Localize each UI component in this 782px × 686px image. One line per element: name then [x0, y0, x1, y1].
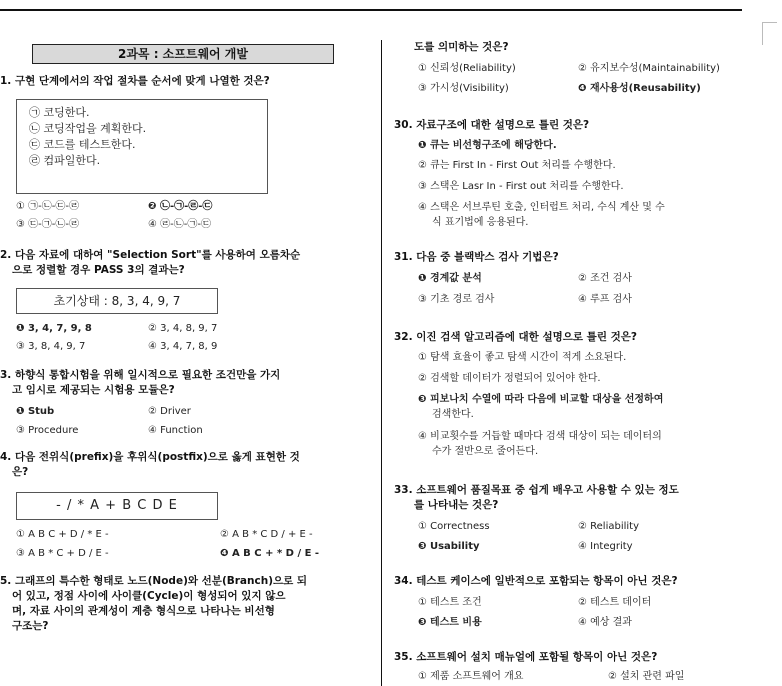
q33-option-3[interactable]: ❸ Usability: [418, 541, 480, 552]
q21-step-1: ㉠ 코딩한다.: [29, 106, 90, 119]
q35-option-2[interactable]: ② 설치 관련 파일: [608, 671, 685, 682]
q24-option-3[interactable]: ③ A B * C + D / E -: [16, 548, 109, 559]
q23-option-3[interactable]: ③ Procedure: [16, 425, 79, 436]
section-title: 2과목 : 소프트웨어 개발: [32, 44, 334, 64]
q30-option-3[interactable]: ③ 스택은 Lasr In - First out 처리를 수행한다.: [418, 181, 624, 192]
q31-option-2[interactable]: ② 조건 검사: [578, 273, 632, 284]
question-23-line-1: 3. 하향식 통합시험을 위해 일시적으로 필요한 조건만을 가지: [0, 369, 281, 381]
question-21: 1. 구현 단계에서의 작업 절차를 순서에 맞게 나열한 것은?: [0, 75, 270, 87]
q23-option-2[interactable]: ② Driver: [148, 406, 191, 417]
q32-option-1[interactable]: ① 탐색 효율이 좋고 탐색 시간이 적게 소요된다.: [418, 352, 627, 363]
question-22-line-1: 2. 다음 자료에 대하여 "Selection Sort"를 사용하여 오름차순: [0, 249, 301, 261]
q23-option-1[interactable]: ❶ Stub: [16, 406, 55, 417]
top-rule: [0, 9, 742, 11]
page-corner-mark: [762, 22, 777, 45]
q24-option-4[interactable]: ❹ A B C + * D / E -: [220, 548, 320, 559]
q22-option-1[interactable]: ❶ 3, 4, 7, 9, 8: [16, 323, 92, 334]
question-33-line-1: 33. 소프트웨어 품질목표 중 쉽게 배우고 사용할 수 있는 정도: [394, 484, 679, 496]
question-25-line-3: 며, 자료 사이의 관계성이 계층 형식으로 나타나는 비선형: [12, 605, 275, 617]
q21-steps-box: [16, 99, 268, 194]
q23-option-4[interactable]: ④ Function: [148, 425, 203, 436]
q21-step-2: ㉡ 코딩작업을 계획한다.: [29, 122, 147, 135]
q34-option-2[interactable]: ② 테스트 데이터: [578, 597, 652, 608]
question-25-line-1: 5. 그래프의 특수한 형태로 노드(Node)와 선분(Branch)으로 되: [0, 575, 308, 587]
q24-option-1[interactable]: ① A B C + D / * E -: [16, 529, 109, 540]
q35-option-1[interactable]: ① 제품 소프트웨어 개요: [418, 671, 524, 682]
q21-option-4[interactable]: ④ ㉣-㉡-㉠-㉢: [148, 219, 211, 230]
q34-option-3[interactable]: ❸ 테스트 비용: [418, 617, 482, 628]
question-25-line-2: 어 있고, 정점 사이에 사이클(Cycle)이 형성되어 있지 않으: [12, 590, 286, 602]
q21-option-3[interactable]: ③ ㉢-㉠-㉡-㉣: [16, 219, 79, 230]
q30-option-4-cont: 식 표기법에 응용된다.: [432, 217, 529, 228]
q24-prefix-expression-box: - / * A + B C D E: [16, 492, 218, 520]
q29-option-1[interactable]: ① 신뢰성(Reliability): [418, 63, 516, 74]
q31-option-3[interactable]: ③ 기초 경로 검사: [418, 294, 495, 305]
q34-option-1[interactable]: ① 테스트 조건: [418, 597, 482, 608]
q32-option-4-cont: 수가 절반으로 줄어든다.: [432, 446, 539, 457]
q21-step-4: ㉣ 컴파일한다.: [29, 154, 101, 167]
q33-option-2[interactable]: ② Reliability: [578, 521, 640, 532]
q31-option-4[interactable]: ④ 루프 검사: [578, 294, 632, 305]
question-33-line-2: 를 나타내는 것은?: [414, 499, 499, 511]
q21-option-2[interactable]: ❷ ㉡-㉠-㉣-㉢: [148, 201, 213, 212]
q29-option-3[interactable]: ③ 가시성(Visibility): [418, 83, 509, 94]
q32-option-4[interactable]: ④ 비교횟수를 거듭할 때마다 검색 대상이 되는 데이터의: [418, 431, 662, 442]
q31-option-1[interactable]: ❶ 경계값 분석: [418, 273, 482, 284]
q22-option-2[interactable]: ② 3, 4, 8, 9, 7: [148, 323, 218, 334]
question-23-line-2: 고 임시로 제공되는 시험용 모듈은?: [12, 384, 175, 396]
q30-option-4[interactable]: ④ 스택은 서브루틴 호출, 인터럽트 처리, 수식 계산 및 수: [418, 202, 665, 213]
q32-option-3-cont: 검색한다.: [432, 409, 474, 420]
question-24-line-1: 4. 다음 전위식(prefix)을 후위식(postfix)으로 옳게 표현한 것: [0, 451, 300, 463]
question-30: 30. 자료구조에 대한 설명으로 틀린 것은?: [394, 119, 590, 131]
q22-initial-state-box: 초기상태 : 8, 3, 4, 9, 7: [16, 288, 218, 314]
q21-step-3: ㉢ 코드를 테스트한다.: [29, 138, 136, 151]
q22-option-3[interactable]: ③ 3, 8, 4, 9, 7: [16, 341, 86, 352]
q22-option-4[interactable]: ④ 3, 4, 7, 8, 9: [148, 341, 218, 352]
q32-option-2[interactable]: ② 검색할 데이터가 정렬되어 있어야 한다.: [418, 373, 601, 384]
q29-option-2[interactable]: ② 유지보수성(Maintainability): [578, 63, 720, 74]
q33-option-4[interactable]: ④ Integrity: [578, 541, 633, 552]
question-34: 34. 테스트 케이스에 일반적으로 포함되는 항목이 아닌 것은?: [394, 575, 678, 587]
question-29-continuation: 도를 의미하는 것은?: [414, 41, 509, 53]
question-24-line-2: 은?: [12, 466, 29, 478]
question-22-line-2: 으로 정렬할 경우 PASS 3의 결과는?: [12, 264, 185, 276]
question-31: 31. 다음 중 블랙박스 검사 기법은?: [394, 251, 559, 263]
q24-option-2[interactable]: ② A B * C D / + E -: [220, 529, 313, 540]
q29-option-4[interactable]: ❹ 재사용성(Reusability): [578, 83, 701, 94]
q30-option-2[interactable]: ② 큐는 First In - First Out 처리를 수행한다.: [418, 160, 616, 171]
q33-option-1[interactable]: ① Correctness: [418, 521, 490, 532]
column-divider: [381, 40, 382, 686]
question-35: 35. 소프트웨어 설치 매뉴얼에 포함될 항목이 아닌 것은?: [394, 651, 658, 663]
q34-option-4[interactable]: ④ 예상 결과: [578, 617, 632, 628]
question-25-line-4: 구조는?: [12, 620, 49, 632]
q30-option-1[interactable]: ❶ 큐는 비선형구조에 해당한다.: [418, 140, 557, 151]
question-32: 32. 이진 검색 알고리즘에 대한 설명으로 틀린 것은?: [394, 331, 637, 343]
q21-option-1[interactable]: ① ㉠-㉡-㉢-㉣: [16, 201, 79, 212]
q32-option-3[interactable]: ❸ 피보나치 수열에 따라 다음에 비교할 대상을 선정하여: [418, 394, 664, 405]
